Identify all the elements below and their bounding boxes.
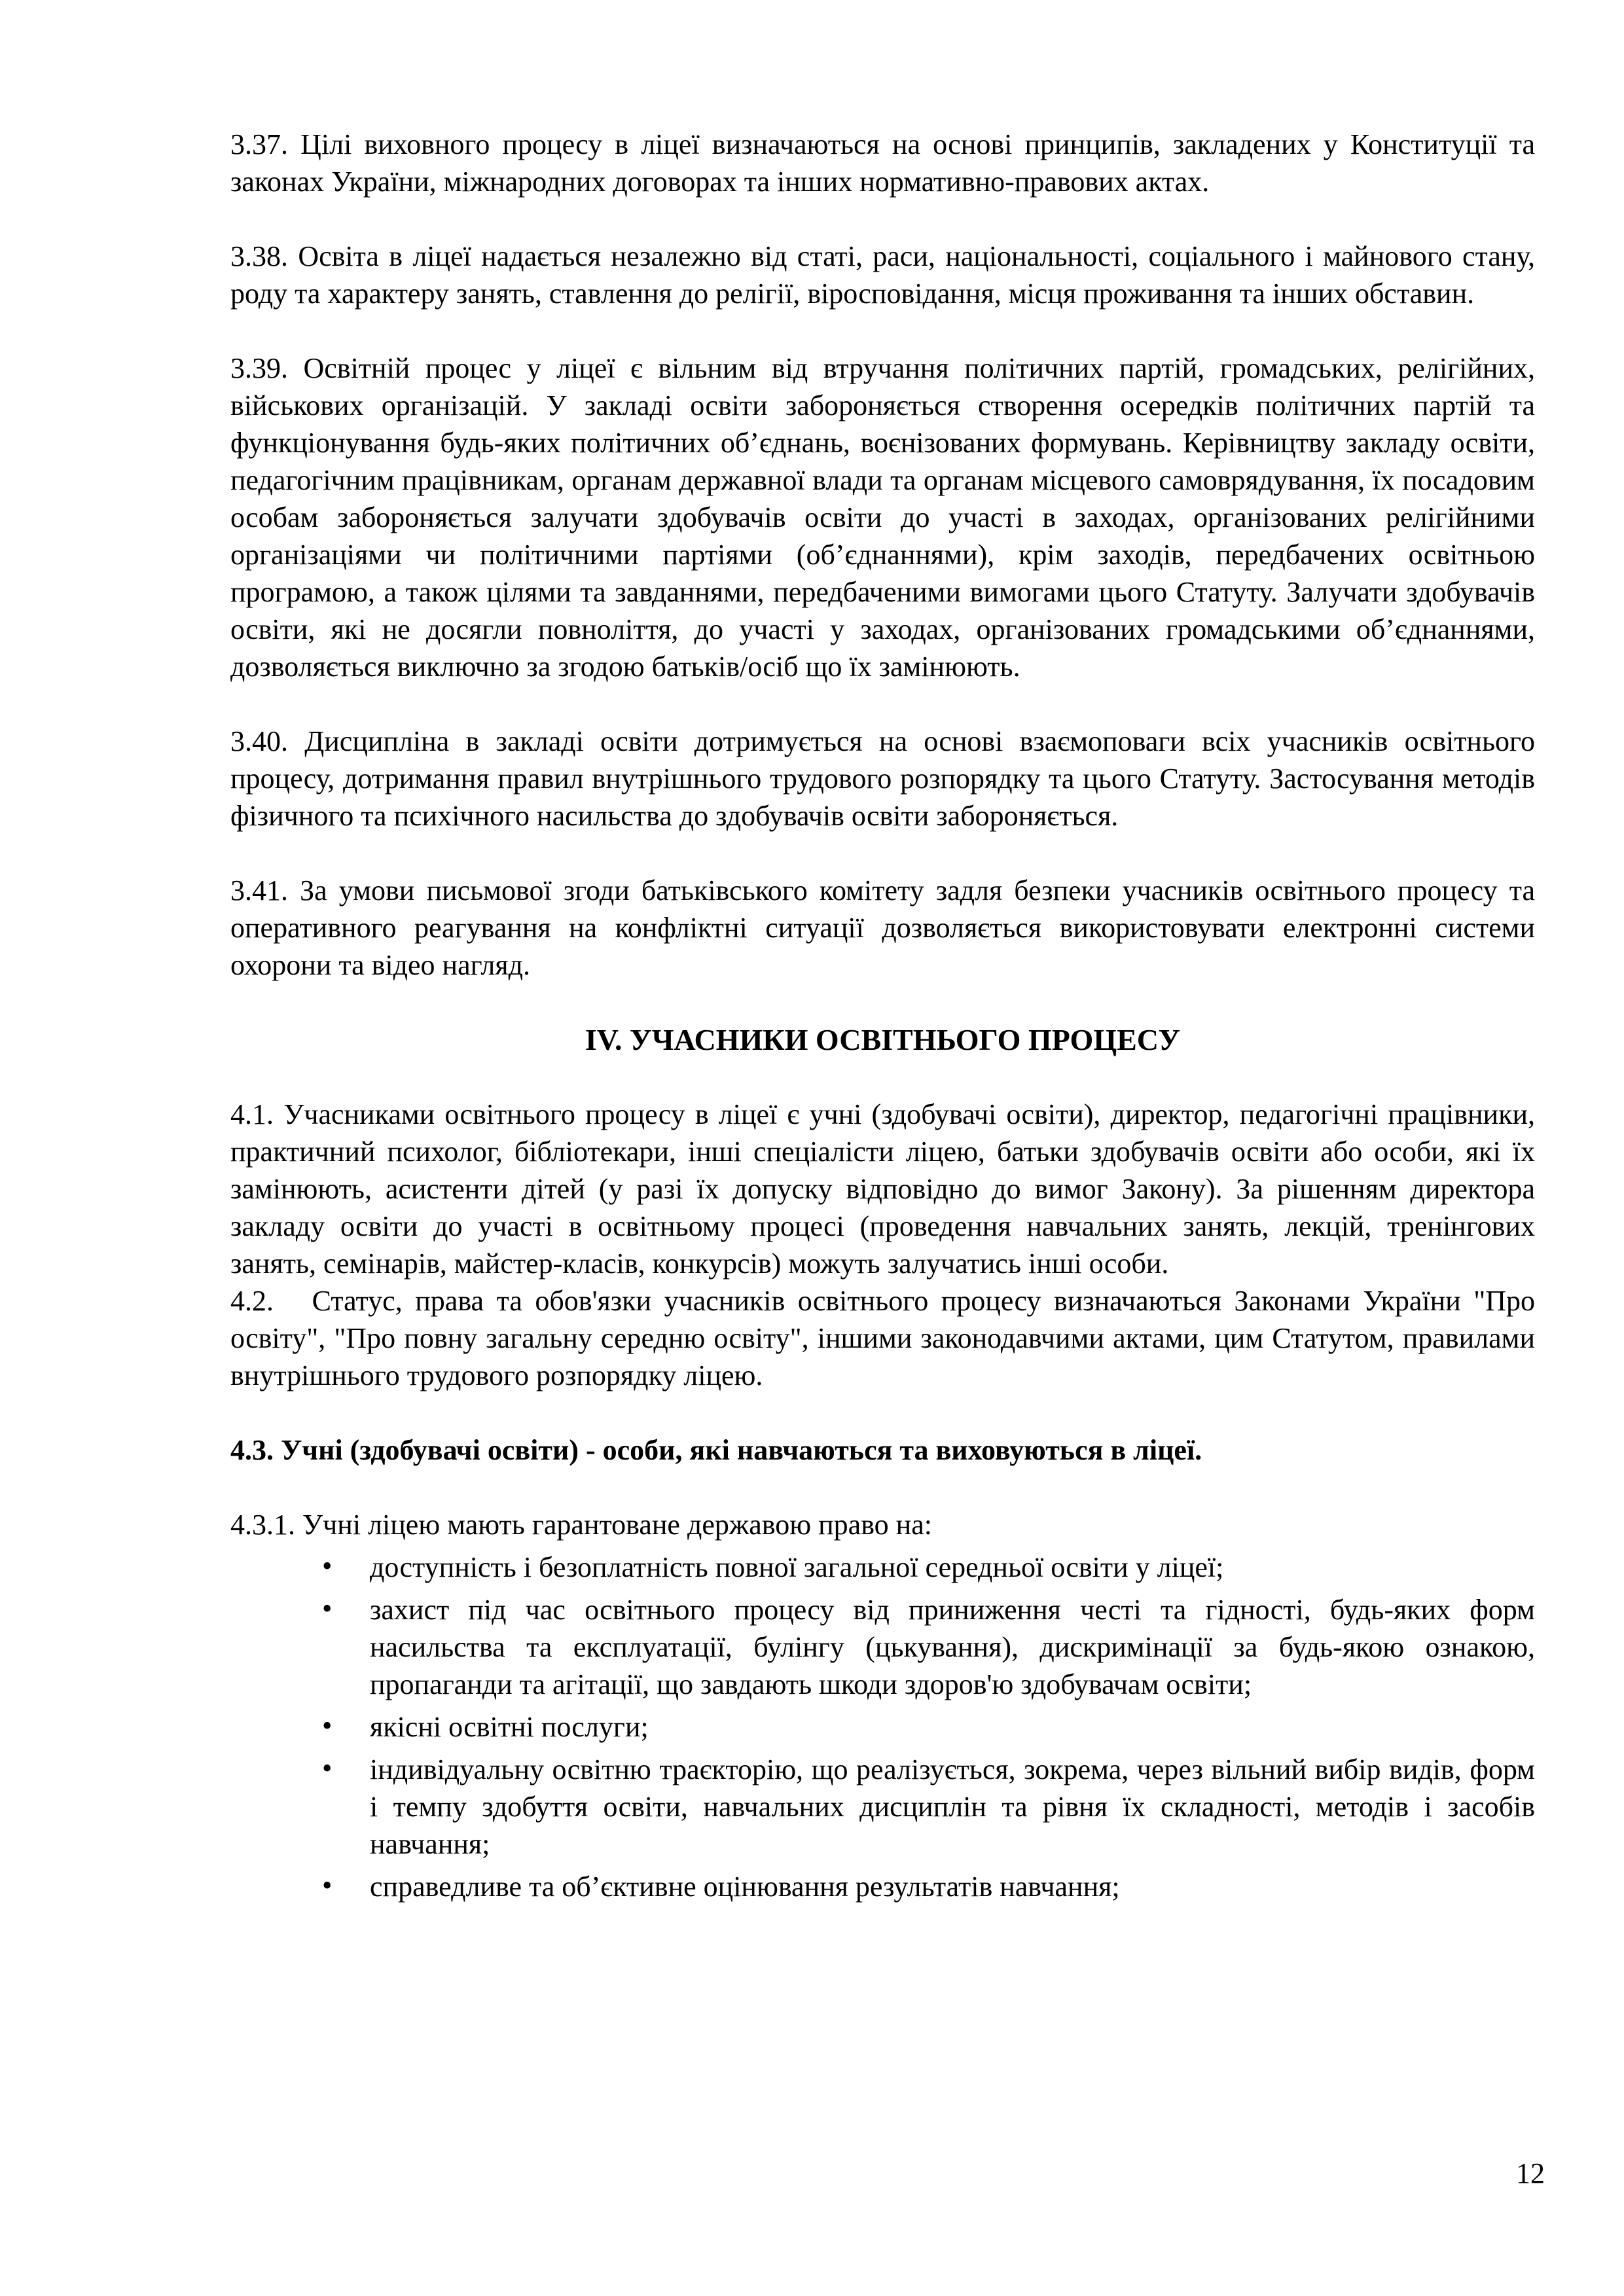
bullet-icon: • (322, 1592, 333, 1624)
paragraph-4-3-1: 4.3.1. Учні ліцею мають гарантоване державою право на: (230, 1509, 932, 1541)
list-item (230, 1751, 1535, 1863)
paragraph-4-1: 4.1. Учасниками освітнього процесу в ліцеї є учні (здобувачі освіти), директор, педагогічні працівники, практичний психолог, бібліотекари, інші спеціалісти ліцею, батьки здобувачів освіти або особи, які їх замінюють, асистенти дітей (у разі їх допуску відповідно до вимог Закону). За рішенням директора закладу освіти до участі в освітньому процесі (проведення навчальних занять, лекцій, тренінгових занять, семінарів, майстер-класів, конкурсів) можуть залучатись інші особи. (230, 1098, 1535, 1280)
list-item (230, 1549, 1535, 1586)
document-body (230, 126, 1535, 1910)
bullet-icon: • (322, 1752, 333, 1784)
list-item-text: якісні освітні послуги; (370, 1711, 649, 1743)
section-heading-iv: IV. УЧАСНИКИ ОСВІТНЬОГО ПРОЦЕСУ (585, 1023, 1181, 1056)
list-item-text: індивідуальну освітню траєкторію, що реалізується, зокрема, через вільний вибір видів, форм і темпу здобуття освіти, навчальних дисциплін та рівня їх складності, методів і засобів навчання; (370, 1753, 1535, 1860)
rights-list (230, 1549, 1535, 1905)
paragraph-3-37: 3.37. Цілі виховного процесу в ліцеї визначаються на основі принципів, закладених у Конституції та законах України, міжнародних договорах та інших нормативно-правових актах. (230, 128, 1535, 198)
paragraph-3-39: 3.39. Освітній процес у ліцеї є вільним від втручання політичних партій, громадських, релігійних, військових організацій. У закладі освіти забороняється створення осередків політичних партій та функціонування будь-яких політичних об’єднань, воєнізованих формувань. Керівництву закладу освіти, педагогічним працівникам, органам державної влади та органам місцевого самоврядування, їх посадовим особам забороняється залучати здобувачів освіти до участі в заходах, організованих релігійними організаціями чи політичними партіями (об’єднаннями), крім заходів, передбачених освітньою програмою, а також цілями та завданнями, передбаченими вимогами цього Статуту. Залучати здобувачів освіти, які не досягли повноліття, до участі у заходах, організованих громадськими об’єднаннями, дозволяється виключно за згодою батьків/осіб що їх замінюють. (230, 352, 1535, 683)
list-item (230, 1591, 1535, 1703)
list-item-text: доступність і безоплатність повної загальної середньої освіти у ліцеї; (370, 1551, 1224, 1583)
list-item-text: захист під час освітнього процесу від приниження честі та гідності, будь-яких форм насильства та експлуатації, булінгу (цькування), дискримінації за будь-якою ознакою, пропаганди та агітації, що завдають шкоди здоров'ю здобувачам освіти; (370, 1594, 1535, 1700)
paragraph-4-3: 4.3. Учні (здобувачі освіти) - особи, які навчаються та виховуються в ліцеї. (230, 1434, 1202, 1466)
list-item (230, 1868, 1535, 1905)
page-number: 12 (1516, 2157, 1545, 2189)
paragraph-4-2: 4.2. Статус, права та обов'язки учасників освітнього процесу визначаються Законами України "Про освіту", "Про повну загальну середню освіту", іншими законодавчими актами, цим Статутом, правилами внутрішнього трудового розпорядку ліцею. (230, 1285, 1535, 1391)
paragraph-3-40: 3.40. Дисципліна в закладі освіти дотримується на основі взаємоповаги всіх учасників освітнього процесу, дотримання правил внутрішнього трудового розпорядку та цього Статуту. Застосування методів фізичного та психічного насильства до здобувачів освіти забороняється. (230, 725, 1535, 832)
list-item (230, 1708, 1535, 1746)
list-item-text: справедливе та об’єктивне оцінювання результатів навчання; (370, 1871, 1120, 1903)
bullet-icon: • (322, 1550, 333, 1582)
paragraph-3-41: 3.41. За умови письмової згоди батьківського комітету задля безпеки учасників освітнього процесу та оперативного реагування на конфліктні ситуації дозволяється використовувати електронні системи охорони та відео нагляд. (230, 874, 1535, 981)
bullet-icon: • (322, 1710, 333, 1742)
paragraph-3-38: 3.38. Освіта в ліцеї надається незалежно від статі, раси, національності, соціального і майнового стану, роду та характеру занять, ставлення до релігії, віросповідання, місця проживання та інших обставин. (230, 240, 1535, 310)
bullet-icon: • (322, 1869, 333, 1901)
